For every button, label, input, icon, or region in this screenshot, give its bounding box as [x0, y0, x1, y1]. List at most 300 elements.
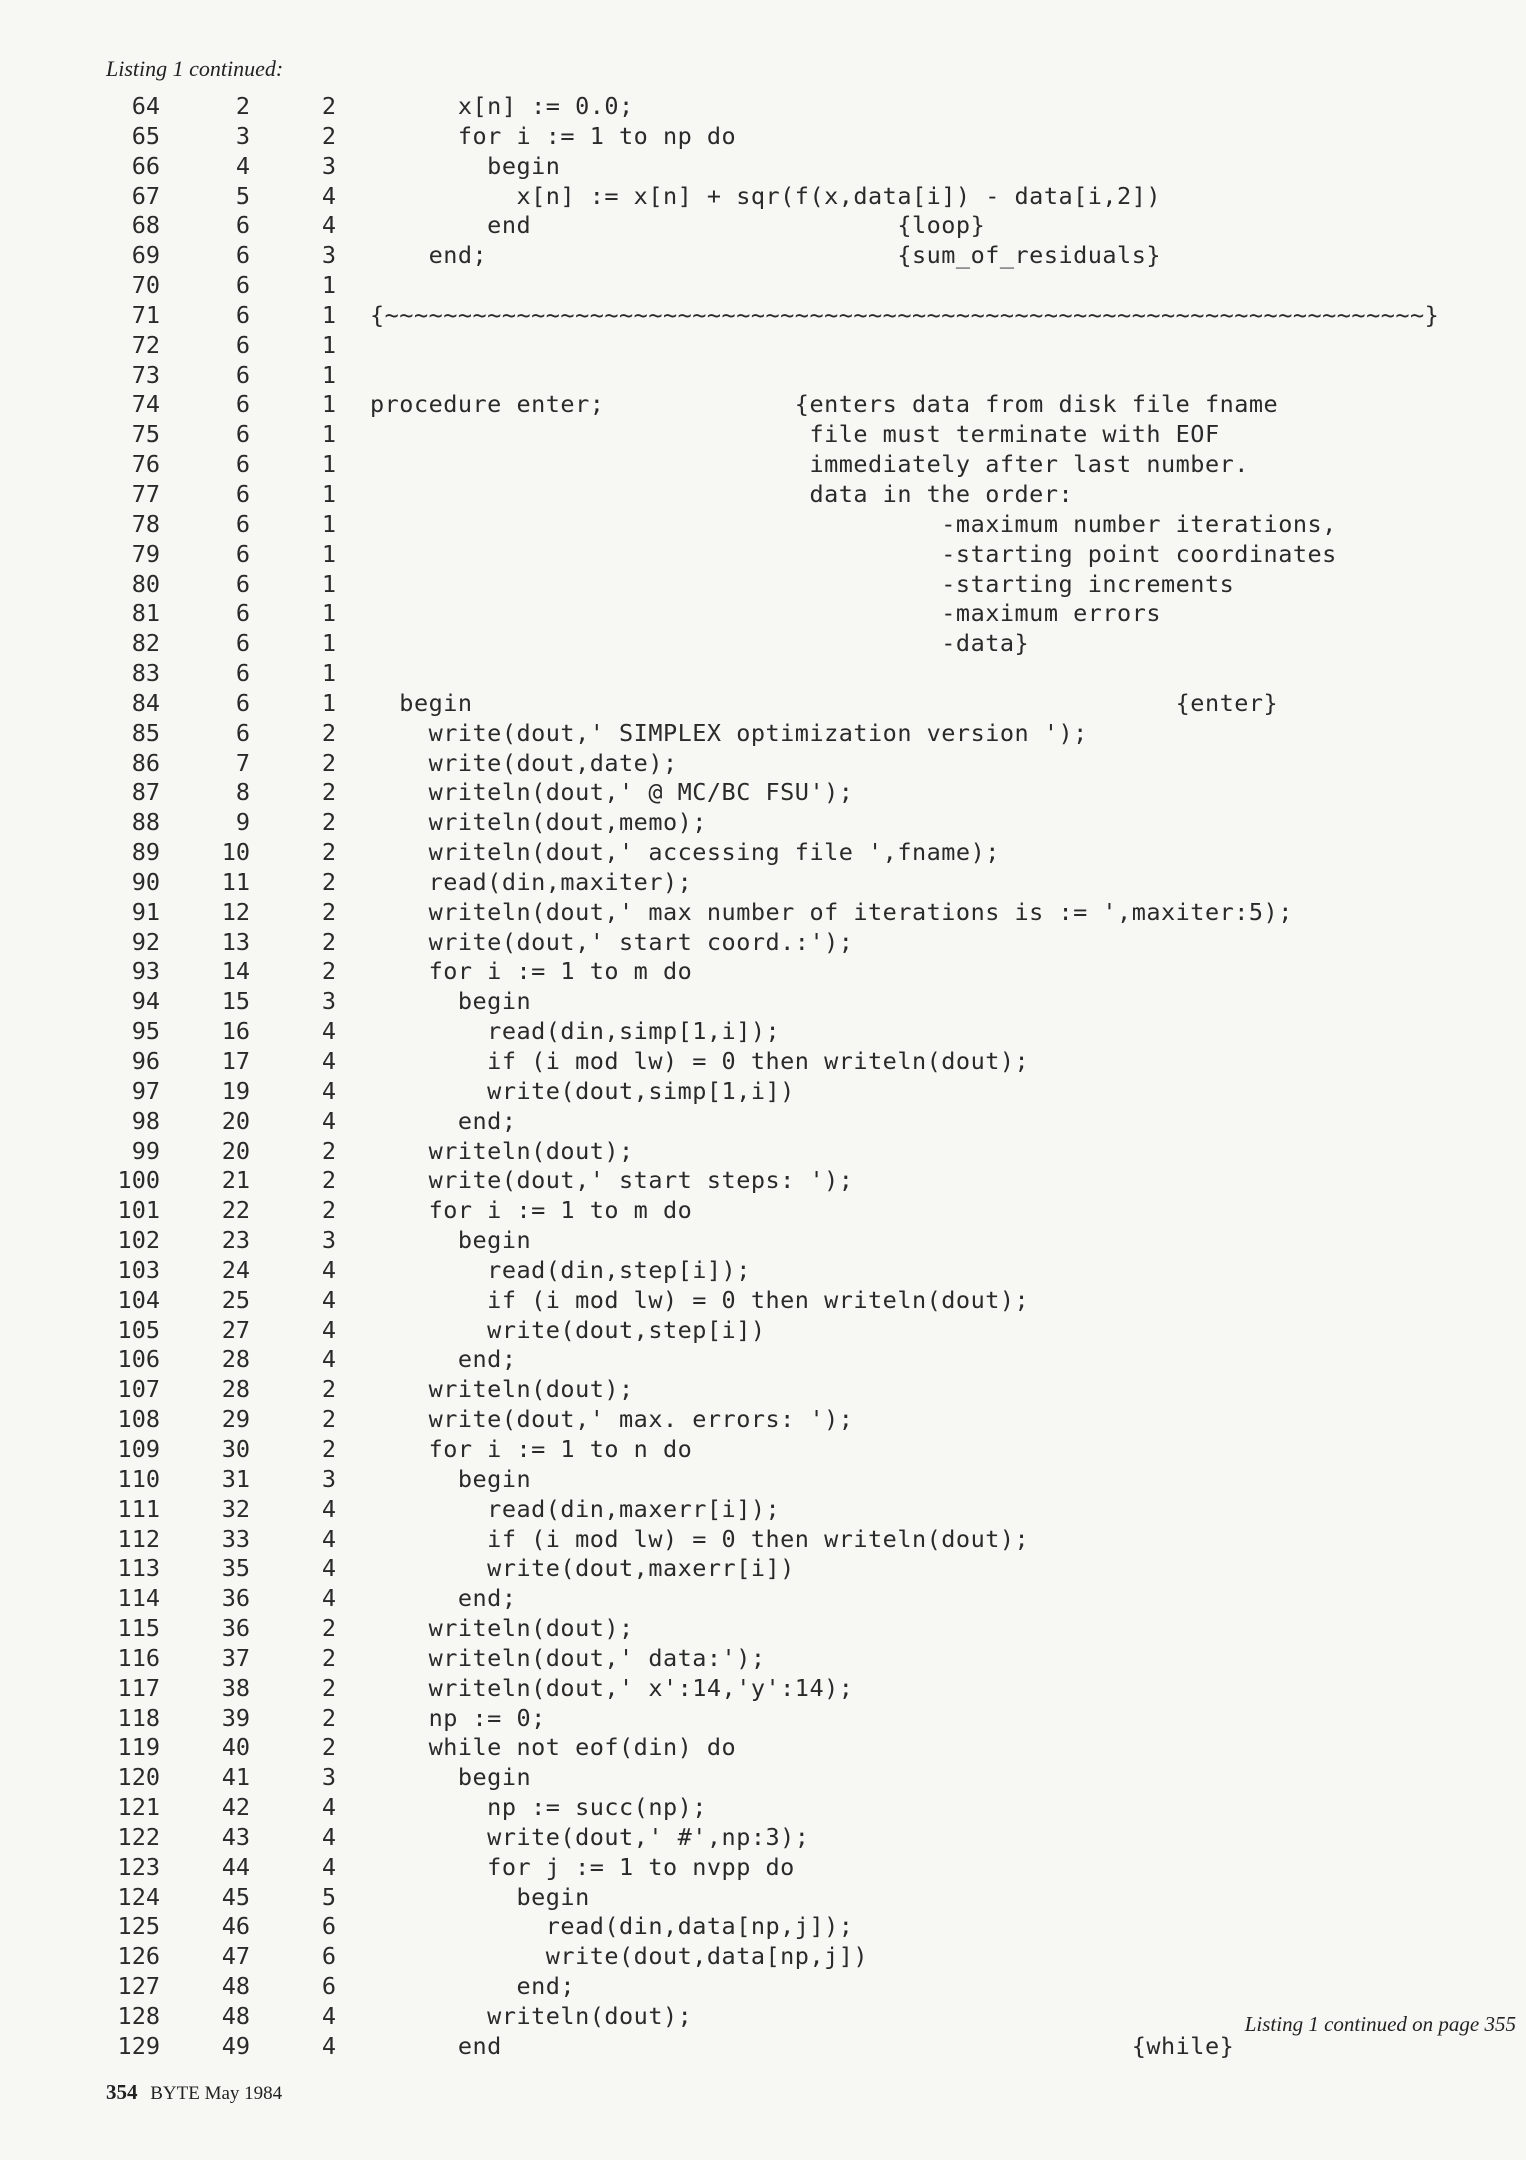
nesting-level: 2 [321, 1196, 336, 1225]
code-text: writeln(dout); [370, 2002, 693, 2030]
code-text: end {loop} [370, 211, 986, 240]
listing-row [100, 1674, 1500, 1704]
code-text: for i := 1 to m do [370, 1196, 693, 1225]
code-text: if (i mod lw) = 0 then writeln(dout); [370, 1524, 1030, 1553]
listing-row [100, 1883, 1500, 1913]
listing-row [100, 629, 1500, 659]
nesting-level: 4 [321, 1285, 336, 1314]
listing-row [100, 868, 1500, 898]
statement-count: 47 [221, 1942, 250, 1971]
line-number: 71 [131, 300, 160, 329]
code-text: file must terminate with EOF [370, 420, 1220, 449]
line-number: 70 [131, 271, 160, 300]
statement-count: 48 [221, 1972, 250, 2001]
listing-row [100, 1137, 1500, 1167]
nesting-level: 6 [321, 1972, 336, 2001]
listing-row [100, 659, 1500, 689]
nesting-level: 4 [321, 1554, 336, 1583]
code-text: np := succ(np); [370, 1793, 707, 1822]
nesting-level: 4 [321, 1076, 336, 1105]
statement-count: 6 [235, 569, 250, 598]
nesting-level: 4 [321, 1524, 336, 1553]
nesting-level: 2 [321, 1405, 336, 1434]
code-text: for j := 1 to nvpp do [370, 1852, 795, 1881]
listing-row [100, 331, 1500, 361]
statement-count: 6 [235, 599, 250, 628]
line-number: 94 [131, 987, 160, 1016]
statement-count: 6 [235, 300, 250, 329]
publication-name: BYTE May 1984 [150, 2083, 283, 2104]
statement-count: 48 [221, 2002, 250, 2030]
statement-count: 36 [221, 1614, 250, 1643]
line-number: 113 [117, 1554, 160, 1583]
listing-row [100, 599, 1500, 629]
statement-count: 6 [235, 509, 250, 538]
listing-row [100, 808, 1500, 838]
statement-count: 6 [235, 241, 250, 270]
listing-row [100, 570, 1500, 600]
code-text: begin [370, 1464, 532, 1493]
nesting-level: 4 [321, 1793, 336, 1822]
listing-row [100, 987, 1500, 1017]
line-number: 82 [131, 629, 160, 658]
code-text: read(din,maxiter); [370, 867, 693, 896]
code-text: end; [370, 1972, 576, 2001]
code-text: procedure enter; {enters data from disk file fname [370, 390, 1279, 419]
line-number: 117 [117, 1673, 160, 1702]
listing-row [100, 1853, 1500, 1883]
listing-row [100, 957, 1500, 987]
nesting-level: 4 [321, 1106, 336, 1135]
code-text: end; [370, 1106, 517, 1135]
nesting-level: 2 [321, 1434, 336, 1463]
nesting-level: 6 [321, 1942, 336, 1971]
code-text: for i := 1 to n do [370, 1434, 693, 1463]
code-text: write(dout,' max. errors: '); [370, 1405, 854, 1434]
nesting-level: 2 [321, 1703, 336, 1732]
code-text: writeln(dout); [370, 1136, 634, 1165]
line-number: 126 [117, 1942, 160, 1971]
line-number: 122 [117, 1822, 160, 1851]
nesting-level: 2 [321, 1136, 336, 1165]
statement-count: 11 [221, 867, 250, 896]
code-text: writeln(dout,memo); [370, 808, 707, 837]
code-text: if (i mod lw) = 0 then writeln(dout); [370, 1285, 1030, 1314]
statement-count: 21 [221, 1166, 250, 1195]
line-number: 92 [131, 927, 160, 956]
line-number: 116 [117, 1643, 160, 1672]
statement-count: 6 [235, 539, 250, 568]
nesting-level: 2 [321, 927, 336, 956]
code-text: end; [370, 1584, 517, 1613]
code-text: {~~~~~~~~~~~~~~~~~~~~~~~~~~~~~~~~~~~~~~~~~~~~~~~~~~~~~~~~~~~~~~~~~~~~~~~} [370, 300, 1440, 329]
code-text: for i := 1 to m do [370, 957, 693, 986]
nesting-level: 2 [321, 778, 336, 807]
nesting-level: 3 [321, 1464, 336, 1493]
listing-row [100, 1972, 1500, 2002]
code-text: write(dout,date); [370, 748, 678, 777]
statement-count: 20 [221, 1136, 250, 1165]
line-number: 89 [131, 838, 160, 867]
statement-count: 17 [221, 1047, 250, 1075]
code-text: write(dout,data[np,j]) [370, 1942, 869, 1971]
listing-row [100, 1644, 1500, 1674]
statement-count: 4 [235, 151, 250, 180]
nesting-level: 2 [321, 92, 336, 120]
code-text: begin [370, 1882, 590, 1911]
listing-row [100, 1614, 1500, 1644]
listing-row [100, 1554, 1500, 1584]
line-number: 110 [117, 1464, 160, 1493]
listing-row [100, 1226, 1500, 1256]
line-number: 96 [131, 1047, 160, 1075]
line-number: 127 [117, 1972, 160, 2001]
statement-count: 25 [221, 1285, 250, 1314]
line-number: 103 [117, 1255, 160, 1284]
nesting-level: 4 [321, 1315, 336, 1344]
statement-count: 46 [221, 1912, 250, 1941]
code-text: while not eof(din) do [370, 1733, 737, 1762]
code-text: x[n] := x[n] + sqr(f(x,data[i]) - data[i,2]) [370, 181, 1162, 210]
nesting-level: 4 [321, 2002, 336, 2030]
line-number: 67 [131, 181, 160, 210]
listing-row [100, 928, 1500, 958]
listing-row [100, 122, 1500, 152]
listing-row [100, 480, 1500, 510]
line-number: 106 [117, 1345, 160, 1374]
line-number: 77 [131, 479, 160, 508]
listing-row [100, 1166, 1500, 1196]
listing-row [100, 1823, 1500, 1853]
code-text: write(dout,' #',np:3); [370, 1822, 810, 1851]
code-text: write(dout,' start coord.:'); [370, 927, 854, 956]
line-number: 124 [117, 1882, 160, 1911]
line-number: 115 [117, 1614, 160, 1643]
code-text: read(din,step[i]); [370, 1255, 751, 1284]
code-text: if (i mod lw) = 0 then writeln(dout); [370, 1047, 1030, 1075]
statement-count: 12 [221, 897, 250, 926]
nesting-level: 1 [321, 450, 336, 479]
statement-count: 6 [235, 390, 250, 419]
line-number: 78 [131, 509, 160, 538]
statement-count: 32 [221, 1494, 250, 1523]
line-number: 120 [117, 1763, 160, 1792]
listing-row [100, 390, 1500, 420]
line-number: 74 [131, 390, 160, 419]
listing-row [100, 1435, 1500, 1465]
code-text: for i := 1 to np do [370, 121, 737, 150]
statement-count: 6 [235, 271, 250, 300]
nesting-level: 4 [321, 1584, 336, 1613]
nesting-level: 3 [321, 1226, 336, 1255]
listing-row [100, 211, 1500, 241]
code-text: write(dout,simp[1,i]) [370, 1076, 795, 1105]
nesting-level: 2 [321, 748, 336, 777]
code-text: read(din,data[np,j]); [370, 1912, 854, 1941]
line-number: 121 [117, 1793, 160, 1822]
code-text: writeln(dout); [370, 1375, 634, 1404]
code-text: writeln(dout,' x':14,'y':14); [370, 1673, 854, 1702]
listing-row [100, 749, 1500, 779]
page-folio [106, 2080, 282, 2105]
code-text: np := 0; [370, 1703, 546, 1732]
code-text: writeln(dout,' max number of iterations is := ',maxiter:5); [370, 897, 1293, 926]
nesting-level: 1 [321, 300, 336, 329]
listing-row [100, 1345, 1500, 1375]
nesting-level: 1 [321, 629, 336, 658]
line-number: 129 [117, 2031, 160, 2060]
listing-row [100, 182, 1500, 212]
line-number: 80 [131, 569, 160, 598]
line-number: 99 [131, 1136, 160, 1165]
statement-count: 9 [235, 808, 250, 837]
nesting-level: 4 [321, 1345, 336, 1374]
listing-row [100, 1525, 1500, 1555]
statement-count: 39 [221, 1703, 250, 1732]
nesting-level: 1 [321, 330, 336, 359]
code-text: -maximum number iterations, [370, 509, 1337, 538]
line-number: 128 [117, 2002, 160, 2030]
listing-row [100, 1495, 1500, 1525]
nesting-level: 4 [321, 2031, 336, 2060]
line-number: 90 [131, 867, 160, 896]
statement-count: 40 [221, 1733, 250, 1762]
code-listing [100, 92, 1500, 2062]
nesting-level: 4 [321, 1047, 336, 1075]
nesting-level: 1 [321, 539, 336, 568]
statement-count: 36 [221, 1584, 250, 1613]
code-text: writeln(dout,' data:'); [370, 1643, 766, 1672]
statement-count: 33 [221, 1524, 250, 1553]
listing-row [100, 1405, 1500, 1435]
listing-row [100, 1196, 1500, 1226]
code-text: read(din,maxerr[i]); [370, 1494, 781, 1523]
statement-count: 45 [221, 1882, 250, 1911]
code-text: begin [370, 1226, 532, 1255]
listing-row [100, 1047, 1500, 1077]
statement-count: 13 [221, 927, 250, 956]
statement-count: 2 [235, 92, 250, 120]
line-number: 107 [117, 1375, 160, 1404]
page-number: 354 [106, 2080, 138, 2104]
nesting-level: 2 [321, 1733, 336, 1762]
statement-count: 6 [235, 420, 250, 449]
nesting-level: 4 [321, 1017, 336, 1046]
line-number: 111 [117, 1494, 160, 1523]
line-number: 85 [131, 718, 160, 747]
code-text: write(dout,step[i]) [370, 1315, 766, 1344]
listing-row [100, 361, 1500, 391]
line-number: 95 [131, 1017, 160, 1046]
statement-count: 23 [221, 1226, 250, 1255]
statement-count: 49 [221, 2031, 250, 2060]
nesting-level: 2 [321, 1166, 336, 1195]
nesting-level: 3 [321, 987, 336, 1016]
line-number: 87 [131, 778, 160, 807]
line-number: 79 [131, 539, 160, 568]
statement-count: 28 [221, 1375, 250, 1404]
nesting-level: 2 [321, 897, 336, 926]
line-number: 91 [131, 897, 160, 926]
nesting-level: 4 [321, 1494, 336, 1523]
nesting-level: 1 [321, 509, 336, 538]
statement-count: 6 [235, 479, 250, 508]
nesting-level: 2 [321, 718, 336, 747]
statement-count: 37 [221, 1643, 250, 1672]
code-text: data in the order: [370, 479, 1074, 508]
nesting-level: 2 [321, 1614, 336, 1643]
nesting-level: 3 [321, 1763, 336, 1792]
line-number: 69 [131, 241, 160, 270]
statement-count: 6 [235, 450, 250, 479]
statement-count: 42 [221, 1793, 250, 1822]
line-number: 93 [131, 957, 160, 986]
nesting-level: 4 [321, 181, 336, 210]
listing-heading: Listing 1 continued: [106, 56, 284, 81]
code-text: -data} [370, 629, 1030, 658]
code-text: writeln(dout,' @ MC/BC FSU'); [370, 778, 854, 807]
listing-row [100, 1286, 1500, 1316]
line-number: 88 [131, 808, 160, 837]
listing-row [100, 1375, 1500, 1405]
statement-count: 44 [221, 1852, 250, 1881]
listing-row [100, 1942, 1500, 1972]
listing-row [100, 540, 1500, 570]
nesting-level: 1 [321, 390, 336, 419]
listing-row [100, 271, 1500, 301]
nesting-level: 6 [321, 1912, 336, 1941]
continued-note: Listing 1 continued on page 355 [1244, 2012, 1516, 2036]
listing-row [100, 152, 1500, 182]
listing-row [100, 450, 1500, 480]
code-text: read(din,simp[1,i]); [370, 1017, 781, 1046]
listing-row [100, 301, 1500, 331]
nesting-level: 2 [321, 957, 336, 986]
line-number: 75 [131, 420, 160, 449]
nesting-level: 1 [321, 659, 336, 688]
listing-row [100, 92, 1500, 122]
code-text: write(dout,' SIMPLEX optimization version '); [370, 718, 1088, 747]
nesting-level: 1 [321, 420, 336, 449]
statement-count: 24 [221, 1255, 250, 1284]
listing-row [100, 1107, 1500, 1137]
nesting-level: 2 [321, 808, 336, 837]
nesting-level: 1 [321, 360, 336, 389]
line-number: 118 [117, 1703, 160, 1732]
listing-row [100, 1584, 1500, 1614]
line-number: 125 [117, 1912, 160, 1941]
line-number: 76 [131, 450, 160, 479]
code-text: write(dout,' start steps: '); [370, 1166, 854, 1195]
statement-count: 43 [221, 1822, 250, 1851]
listing-row [100, 778, 1500, 808]
statement-count: 6 [235, 211, 250, 240]
statement-count: 30 [221, 1434, 250, 1463]
line-number: 114 [117, 1584, 160, 1613]
nesting-level: 4 [321, 1852, 336, 1881]
listing-row [100, 1912, 1500, 1942]
line-number: 66 [131, 151, 160, 180]
listing-row [100, 510, 1500, 540]
line-number: 104 [117, 1285, 160, 1314]
line-number: 119 [117, 1733, 160, 1762]
line-number: 123 [117, 1852, 160, 1881]
listing-row [100, 241, 1500, 271]
line-number: 73 [131, 360, 160, 389]
nesting-level: 2 [321, 1375, 336, 1404]
code-text: begin [370, 1763, 532, 1792]
line-number: 112 [117, 1524, 160, 1553]
nesting-level: 4 [321, 1822, 336, 1851]
statement-count: 38 [221, 1673, 250, 1702]
nesting-level: 2 [321, 1673, 336, 1702]
listing-row [100, 1465, 1500, 1495]
nesting-level: 1 [321, 599, 336, 628]
listing-row [100, 1733, 1500, 1763]
code-text: begin [370, 987, 532, 1016]
nesting-level: 4 [321, 1255, 336, 1284]
statement-count: 6 [235, 360, 250, 389]
line-number: 109 [117, 1434, 160, 1463]
statement-count: 19 [221, 1076, 250, 1105]
code-text: end; [370, 1345, 517, 1374]
code-text: immediately after last number. [370, 450, 1249, 479]
statement-count: 14 [221, 957, 250, 986]
line-number: 100 [117, 1166, 160, 1195]
statement-count: 5 [235, 181, 250, 210]
statement-count: 8 [235, 778, 250, 807]
line-number: 101 [117, 1196, 160, 1225]
statement-count: 6 [235, 718, 250, 747]
nesting-level: 2 [321, 838, 336, 867]
code-text: begin {enter} [370, 688, 1279, 717]
statement-count: 22 [221, 1196, 250, 1225]
statement-count: 16 [221, 1017, 250, 1046]
statement-count: 3 [235, 121, 250, 150]
code-text: writeln(dout,' accessing file ',fname); [370, 838, 1000, 867]
statement-count: 31 [221, 1464, 250, 1493]
statement-count: 41 [221, 1763, 250, 1792]
statement-count: 27 [221, 1315, 250, 1344]
listing-row [100, 689, 1500, 719]
code-text: -starting increments [370, 569, 1235, 598]
line-number: 64 [131, 92, 160, 120]
nesting-level: 1 [321, 569, 336, 598]
statement-count: 6 [235, 688, 250, 717]
listing-row [100, 898, 1500, 928]
statement-count: 6 [235, 629, 250, 658]
listing-row [100, 838, 1500, 868]
listing-row [100, 1763, 1500, 1793]
line-number: 84 [131, 688, 160, 717]
line-number: 72 [131, 330, 160, 359]
code-text: end; {sum_of_residuals} [370, 241, 1162, 270]
statement-count: 10 [221, 838, 250, 867]
code-text: write(dout,maxerr[i]) [370, 1554, 795, 1583]
line-number: 83 [131, 659, 160, 688]
listing-row [100, 1077, 1500, 1107]
nesting-level: 1 [321, 479, 336, 508]
statement-count: 6 [235, 659, 250, 688]
statement-count: 35 [221, 1554, 250, 1583]
nesting-level: 2 [321, 1643, 336, 1672]
line-number: 102 [117, 1226, 160, 1255]
line-number: 108 [117, 1405, 160, 1434]
line-number: 105 [117, 1315, 160, 1344]
line-number: 65 [131, 121, 160, 150]
line-number: 81 [131, 599, 160, 628]
statement-count: 29 [221, 1405, 250, 1434]
